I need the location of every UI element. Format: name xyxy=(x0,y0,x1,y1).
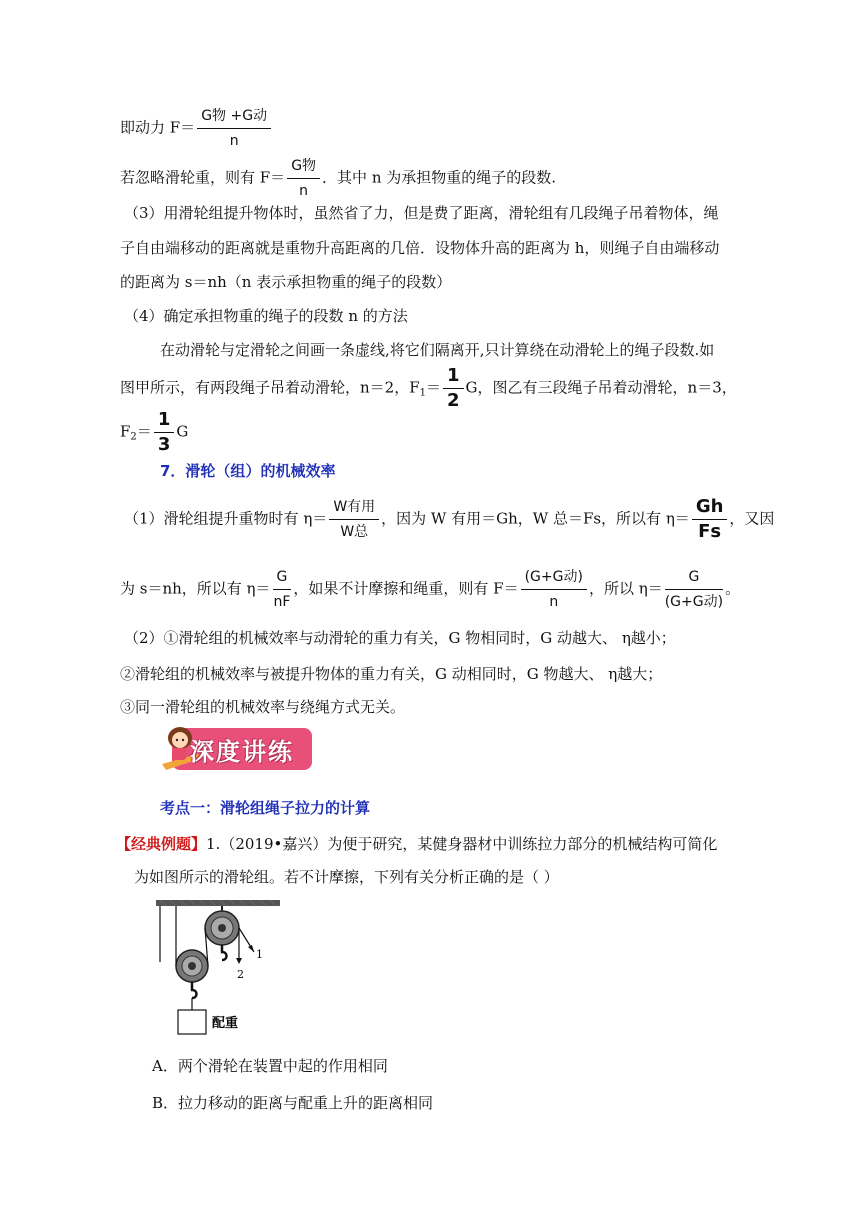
text-segment: G xyxy=(176,422,189,441)
question-line-a xyxy=(116,834,717,854)
denominator: Fs xyxy=(698,521,722,542)
topic-heading: 考点一：滑轮组绳子拉力的计算 xyxy=(160,799,371,817)
efficiency-rule-3: ③同一滑轮组的机械效率与绕绳方式无关。 xyxy=(120,698,406,716)
denominator: nF xyxy=(273,594,291,610)
numerator: 1 xyxy=(154,410,175,433)
text-segment: G，图乙有三段绳子吊着动滑轮，n＝3， xyxy=(465,378,737,397)
numerator: (G+G动) xyxy=(521,567,587,590)
numerator: 1 xyxy=(443,366,464,389)
fraction xyxy=(692,497,728,542)
text-segment: ．其中 n 为承担物重的绳子的段数. xyxy=(322,168,557,187)
text-segment: ，所以 η＝ xyxy=(588,579,663,598)
text-segment: ，又因 xyxy=(729,509,775,528)
text-segment: ＝ xyxy=(136,422,152,441)
denominator: 3 xyxy=(157,434,171,455)
para-4-line-c xyxy=(120,410,188,455)
text-segment: 图甲所示，有两段绳子吊着动滑轮，n＝2，F xyxy=(120,378,420,397)
denominator: n xyxy=(229,133,239,149)
text-segment: 1.（2019•嘉兴）为便于研究，某健身器材中训练拉力部分的机械结构可简化 xyxy=(206,835,718,853)
efficiency-line-1 xyxy=(124,497,774,542)
arrow-label-2: 2 xyxy=(237,968,244,981)
para-4-line-a: 在动滑轮与定滑轮之间画一条虚线,将它们隔离开,只计算绕在动滑轮上的绳子段数.如 xyxy=(160,341,715,359)
denominator: 2 xyxy=(447,390,460,411)
fraction xyxy=(329,497,379,542)
efficiency-line-2 xyxy=(120,567,740,612)
subscript: 2 xyxy=(130,431,137,443)
text-segment: ，因为 W 有用＝Gh，W 总＝Fs，所以有 η＝ xyxy=(381,509,690,528)
formula-line-1 xyxy=(120,106,273,151)
efficiency-rule-2: ②滑轮组的机械效率与被提升物体的重力有关，G 动相同时，G 物越大、 η越大； xyxy=(120,665,663,683)
para-3-line-c: 的距离为 s＝nh（n 表示承担物重的绳子的段数） xyxy=(120,273,452,291)
numerator: G物 xyxy=(287,156,320,179)
para-3-line-b: 子自由端移动的距离就是重物升高距离的几倍．设物体升高的距离为 h，则绳子自由端移动 xyxy=(120,239,720,257)
fraction xyxy=(273,567,292,612)
efficiency-rule-1: （2）①滑轮组的机械效率与动滑轮的重力有关，G 物相同时，G 动越大、 η越小； xyxy=(124,629,676,647)
arrow-label-1: 1 xyxy=(256,948,263,961)
text-segment: ＝ xyxy=(426,378,442,397)
numerator: G xyxy=(665,567,723,590)
text-segment: 为 s＝nh，所以有 η＝ xyxy=(120,579,271,598)
text-segment: ，如果不计摩擦和绳重，则有 F＝ xyxy=(293,579,519,598)
subscript: 1 xyxy=(419,387,426,399)
numerator: W有用 xyxy=(329,497,379,520)
para-4-title: （4）确定承担物重的绳子的段数 n 的方法 xyxy=(124,307,408,325)
para-4-line-b xyxy=(120,366,737,411)
denominator: (G+G动) xyxy=(664,594,724,610)
section-badge xyxy=(158,726,312,772)
formula-line-2 xyxy=(120,156,556,201)
text-segment: （1）滑轮组提升重物时有 η＝ xyxy=(124,509,328,528)
denominator: W总 xyxy=(340,524,369,540)
weight-label: 配重 xyxy=(212,1016,239,1031)
fraction xyxy=(154,410,175,455)
para-3-line-a: （3）用滑轮组提升物体时，虽然省了力，但是费了距离，滑轮组有几段绳子吊着物体，绳 xyxy=(124,204,719,222)
fraction xyxy=(521,567,587,612)
numerator: Gh xyxy=(692,497,728,520)
fraction xyxy=(665,567,723,612)
denominator: n xyxy=(549,594,559,610)
numerator: G xyxy=(273,567,292,590)
section-heading-7: 7．滑轮（组）的机械效率 xyxy=(160,462,336,480)
text-segment: 即动力 F＝ xyxy=(120,118,196,137)
badge-label: 深度讲练 xyxy=(190,738,294,766)
denominator: n xyxy=(299,183,309,199)
fraction xyxy=(443,366,464,411)
fraction xyxy=(197,106,271,151)
fraction xyxy=(287,156,320,201)
pulley-diagram xyxy=(152,900,292,1070)
question-line-b: 为如图所示的滑轮组。若不计摩擦，下列有关分析正确的是（ ） xyxy=(134,868,559,886)
question-tag: 【经典例题】 xyxy=(116,835,207,853)
numerator: G物 +G动 xyxy=(197,106,271,129)
text-segment: 若忽略滑轮重，则有 F＝ xyxy=(120,168,286,187)
text-segment: F xyxy=(120,422,131,441)
option-b: B．拉力移动的距离与配重上升的距离相同 xyxy=(152,1094,434,1112)
option-a: A．两个滑轮在装置中起的作用相同 xyxy=(152,1057,388,1075)
text-segment: 。 xyxy=(725,579,741,598)
